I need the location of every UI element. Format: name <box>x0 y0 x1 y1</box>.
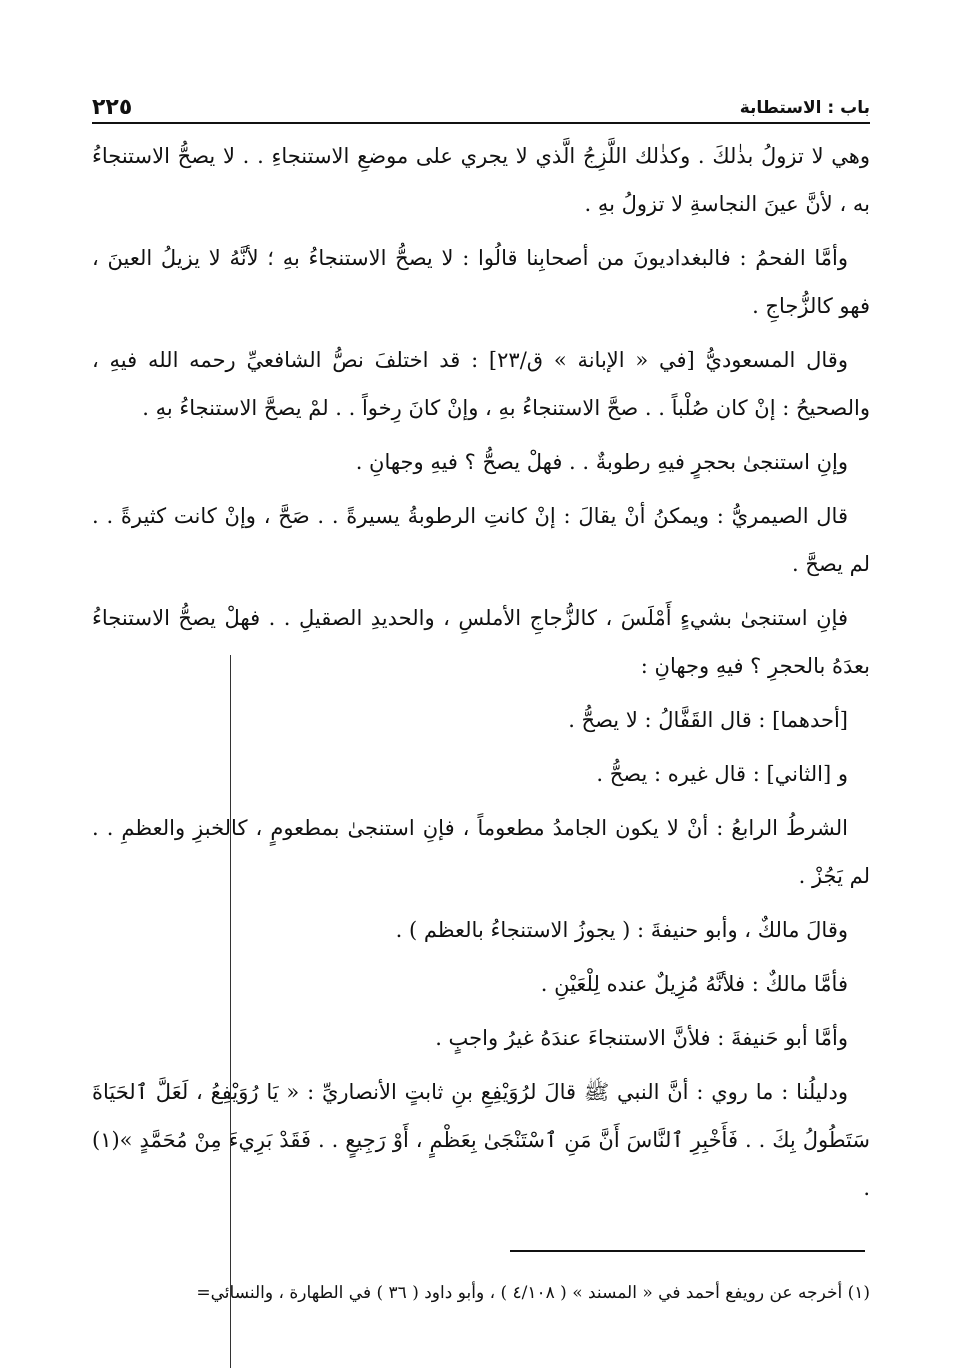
footnote: (١) أخرجه عن رويفع أحمد في « المسند » ( ٤/١٠٨ ) ، وأبو داود ( ٣٦ ) في الطهارة ، والنسائي= <box>196 1283 870 1303</box>
page-body <box>92 132 870 1218</box>
chapter-title: باب : الاستطابة <box>739 98 870 118</box>
paragraph: وهي لا تزولُ بذٰلكَ . وكذٰلك اللَّزِجُ الَّذي لا يجري على موضعِ الاستنجاءِ . . لا يصحُّ الاستنجاءُ به ، لأنَّ عينَ النجاسةِ لا تزولُ بهِ . <box>92 144 870 216</box>
paragraph: فإنِ استنجىٰ بشيءٍ أَمْلَسَ ، كالزُّجاجِ الأملسِ ، والحديدِ الصقيلِ . . فهلْ يصحُّ الاستنجاءُ بعدَهُ بالحجرِ ؟ فيهِ وجهانِ : <box>92 606 870 678</box>
page-header <box>92 88 870 124</box>
footnote-separator <box>510 1250 865 1252</box>
paragraph: وقالَ مالكٌ ، وأبو حنيفةَ : ( يجوزُ الاستنجاءُ بالعظم ) . <box>395 918 848 942</box>
paragraph: فأمَّا مالكٌ : فلأنَّهُ مُزِيلٌ عنده لِلْعَيْنِ . <box>540 972 848 996</box>
paragraph: قال الصيمريُّ : ويمكنُ أنْ يقالَ : إنْ كانتِ الرطوبةُ يسيرةً . . صَحَّ ، وإنْ كانت كثيرةً . . لم يصحَّ . <box>92 504 870 576</box>
paragraph: و [الثاني] : قال غيره : يصحُّ . <box>596 762 848 786</box>
paragraph: وأمَّا أبو حَنيفةَ : فلأنَّ الاستنجاءَ عندَهُ غيرُ واجبٍ . <box>435 1026 848 1050</box>
paragraph: [أحدهما] : قال القَفَّالُ : لا يصحُّ . <box>568 708 848 732</box>
paragraph: وإنِ استنجىٰ بحجرٍ فيهِ رطوبةٌ . . فهلْ يصحُّ ؟ فيهِ وجهانِ . <box>355 450 848 474</box>
scan-margin-line <box>230 655 231 1368</box>
page-number: ٢٢٥ <box>92 95 133 120</box>
paragraph: وأمَّا الفحمُ : فالبغداديونَ من أصحابِنا قالُوا : لا يصحُّ الاستنجاءُ بهِ ؛ لأنَّهُ لا يزيلُ العينَ ، فهو كالزُّجاجِ . <box>92 246 870 318</box>
paragraph: الشرطُ الرابعُ : أنْ لا يكون الجامدُ مطعوماً ، فإنِ استنجىٰ بمطعومٍ ، كالخبزِ والعظمِ . . لم يَجُزْ . <box>92 816 870 888</box>
paragraph: ودليلُنا : ما روي : أنَّ النبي ﷺ قالَ لرُوَيْفِعِ بنِ ثابتٍ الأنصاريِّ : « يَا رُوَيْفِعُ ، لَعَلَّ ٱلحَيَاةَ سَتَطُولُ بِكَ . . فَأَخْبِرِ ٱلنَّاسَ أَنَّ مَنِ ٱسْتَنْجَىٰ بِعَظْمٍ ، أَوْ رَجِيعٍ . . فَقَدْ بَرِيءَ مِنْ مُحَمَّدٍ »(١) . <box>92 1080 870 1200</box>
paragraph: وقال المسعوديُّ [في « الإبانة » ق/٢٣] : قد اختلفَ نصُّ الشافعيِّ رحمه الله فيهِ ، والصحيحُ : إنْ كان صُلْباً . . صحَّ الاستنجاءُ بهِ ، وإنْ كانَ رِخواً . . لمْ يصحَّ الاستنجاءُ بهِ . <box>92 348 870 420</box>
